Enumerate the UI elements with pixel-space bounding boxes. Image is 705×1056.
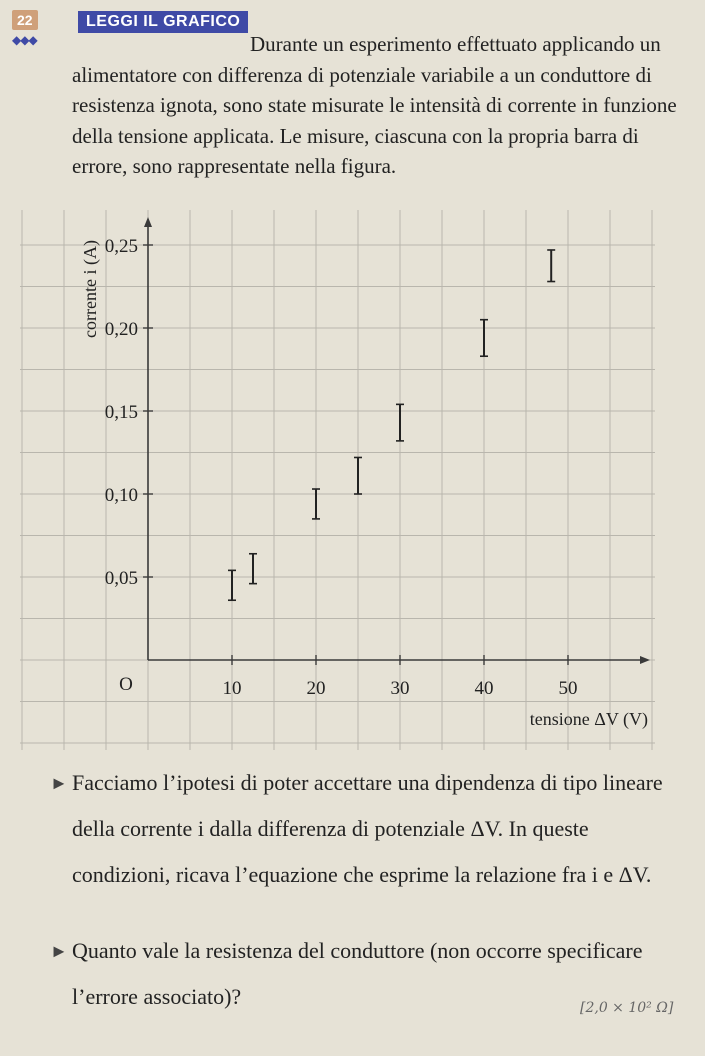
y-tick-label: 0,10 [104, 485, 138, 506]
x-tick-label: 50 [558, 678, 578, 699]
exercise-intro: Durante un esperimento effettuato applicando un alimentatore con differenza di potenziale variabile a un conduttore di resistenza ignota, sono state misurate le intensità di corrente in funzione della tensione applicata. Le misure, ciascuna con la propria barra di errore, sono rappresentate nella figura. [72, 32, 677, 178]
y-tick-label: 0,25 [104, 236, 138, 257]
bullet-arrow-icon: ► [50, 941, 68, 961]
error-bar [547, 250, 555, 282]
chart-points [228, 250, 555, 600]
x-tick-label: 30 [390, 678, 410, 699]
answer-note: [2,0 × 10² Ω] [580, 1000, 674, 1016]
chart-ticks [105, 236, 578, 699]
x-axis-arrow-icon [640, 656, 650, 664]
chart-xlabel: tensione ΔV (V) [529, 709, 648, 729]
error-bar [228, 570, 236, 600]
y-tick-label: 0,20 [104, 319, 138, 340]
question-1 [50, 760, 692, 898]
error-bar [354, 457, 362, 494]
y-tick-label: 0,15 [104, 402, 138, 423]
y-tick-label: 0,05 [104, 568, 138, 589]
x-tick-label: 20 [306, 678, 326, 699]
difficulty-icon: ◆◆◆ [12, 33, 37, 47]
origin-label: O [119, 674, 133, 695]
exercise-number: 22 [12, 10, 38, 30]
exercise-tag: LEGGI IL GRAFICO [78, 11, 248, 33]
x-tick-label: 10 [222, 678, 242, 699]
x-tick-label: 40 [474, 678, 494, 699]
chart-ylabel: corrente i (A) [80, 240, 100, 338]
error-bar [249, 554, 257, 584]
question-2-text: Quanto vale la resistenza del conduttore (non occorre specificare l’errore associato)? [72, 938, 643, 1009]
bullet-arrow-icon: ► [50, 773, 68, 793]
current-voltage-chart [0, 205, 705, 765]
y-axis-arrow-icon [144, 217, 152, 227]
question-1-text: Facciamo l’ipotesi di poter accettare una dipendenza di tipo lineare della corrente i dalla differenza di potenziale ΔV. In queste condizioni, ricava l’equazione che esprime la relazione fra i e ΔV. [72, 770, 663, 887]
error-bar [396, 404, 404, 441]
error-bar [480, 320, 488, 357]
chart-grid [20, 205, 655, 750]
